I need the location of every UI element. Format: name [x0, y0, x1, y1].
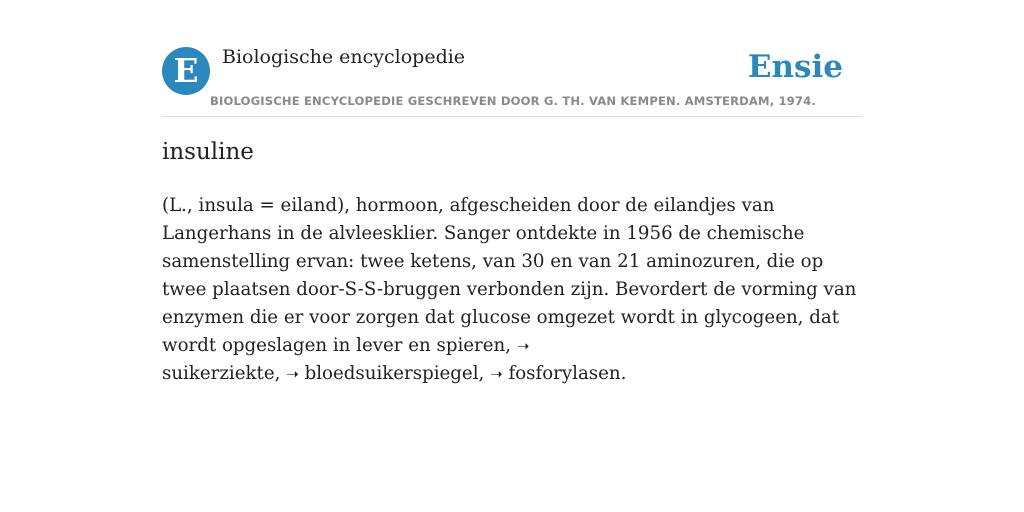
link-arrow-icon: ➝: [286, 365, 299, 383]
link-separator: ,: [274, 363, 281, 384]
encyclopedia-header: [162, 44, 862, 117]
encyclopedia-subtitle: BIOLOGISCHE ENCYCLOPEDIE GESCHREVEN DOOR G. TH. VAN KEMPEN. AMSTERDAM, 1974.: [210, 94, 816, 108]
entry-definition: [162, 192, 862, 388]
brand-logo[interactable]: Ensie: [747, 49, 843, 85]
link-bloedsuikerspiegel[interactable]: bloedsuikerspiegel: [304, 363, 479, 384]
link-arrow-icon: ➝: [490, 365, 503, 383]
encyclopedia-title[interactable]: Biologische encyclopedie: [222, 46, 466, 68]
link-arrow-icon: ➝: [516, 337, 530, 355]
encyclopedia-logo[interactable]: E: [162, 47, 210, 95]
entry-term: insuline: [162, 139, 254, 165]
definition-end: .: [620, 363, 627, 384]
definition-text: (L., insula = eiland), hormoon, afgescheiden door de eilandjes van Langerhans in de alvleesklier. Sanger ontdekte in 1956 de chemische samenstelling ervan: twee ketens, van 30 en van 21 aminozuren, die op twee plaatsen door-S-S-bruggen verbonden zijn. Bevordert de vorming van enzymen die er voor zorgen dat glucose omgezet wordt in glycogeen, dat wordt opgeslagen in lever en spieren,: [162, 195, 857, 356]
link-suikerziekte[interactable]: suikerziekte: [162, 363, 275, 384]
link-separator: ,: [478, 363, 485, 384]
link-fosforylasen[interactable]: fosforylasen: [508, 363, 621, 384]
